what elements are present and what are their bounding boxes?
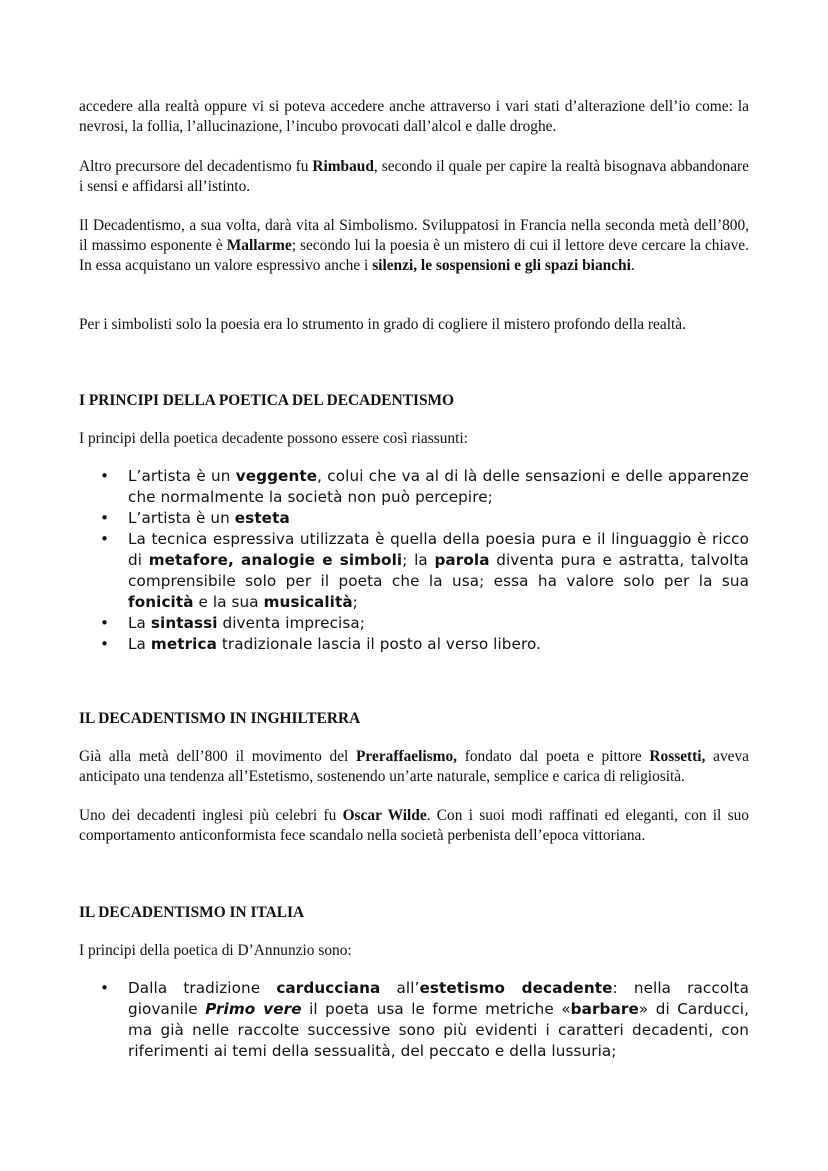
list-item: [100, 634, 749, 655]
heading-inghilterra: IL DECADENTISMO IN INGHILTERRA: [79, 710, 361, 727]
bold-silenzi: silenzi, le sospensioni e gli spazi bianchi: [372, 257, 631, 274]
bold-mallarme: Mallarme: [226, 237, 292, 254]
bullet-icon: •: [100, 614, 110, 632]
text: » di Carducci, ma già nelle raccolte successive sono più evidenti i caratteri decadenti, con riferimenti ai temi della sessualità, del peccato e della lussuria;: [128, 1000, 750, 1060]
bold-text: carducciana: [276, 979, 381, 997]
text: Già alla metà dell’800 il movimento del: [79, 748, 357, 765]
text: tradizionale lascia il posto al verso libero.: [216, 635, 542, 653]
bullet-icon: •: [100, 635, 110, 653]
text: Altro precursore del decadentismo fu: [79, 158, 313, 175]
bullet-icon: •: [100, 530, 110, 548]
text: accedere alla realtà oppure vi si poteva accedere anche attraverso i vari stati d’alterazione dell’io come: la nevrosi, la follia, l’allucinazione, l’incubo provocati dall’alcol e dalle droghe.: [79, 98, 749, 135]
paragraph-simbolisti: [79, 315, 749, 335]
bold-text: metrica: [150, 635, 217, 653]
heading-italia: IL DECADENTISMO IN ITALIA: [79, 904, 305, 921]
bold-rimbaud: Rimbaud: [312, 158, 374, 175]
paragraph-simbolismo: [79, 216, 749, 276]
text: . Con i suoi modi raffinati ed eleganti, con il suo comportamento anticonformista fece scandalo nella società perbenista dell’epoca vittoriana.: [79, 807, 749, 844]
text: aveva anticipato una tendenza all’Estetismo, sostenendo un’arte naturale, semplice e carica di religiosità.: [79, 748, 749, 785]
text: diventa pura e astratta, talvolta comprensibile solo per il poeta che la usa; essa ha valore solo per la sua: [128, 551, 749, 590]
text: Uno dei decadenti inglesi più celebri fu: [79, 807, 343, 824]
bold-preraffaelismo: Preraffaelismo,: [356, 748, 458, 765]
bold-oscar-wilde: Oscar Wilde: [342, 807, 427, 824]
text: e la sua: [193, 593, 264, 611]
text: La tecnica espressiva utilizzata è quella della poesia pura e il linguaggio è ricco di: [128, 530, 749, 569]
text: , secondo il quale per capire la realtà bisognava abbandonare i sensi e affidarsi all’istinto.: [79, 158, 749, 195]
bullet-icon: •: [100, 979, 110, 997]
text: il poeta usa le forme metriche «: [301, 1000, 571, 1018]
text: , colui che va al di là delle sensazioni e delle apparenze che normalmente la società non può percepire;: [128, 467, 749, 506]
paragraph-rimbaud: [79, 157, 749, 197]
bold-text: fonicità: [128, 593, 194, 611]
paragraph-principi-intro: [79, 429, 749, 449]
text: : nella raccolta giovanile: [128, 979, 750, 1018]
bold-text: parola: [434, 551, 490, 569]
list-item: [100, 466, 749, 508]
text: I principi della poetica di D’Annunzio sono:: [79, 942, 352, 959]
text: Dalla tradizione: [128, 979, 277, 997]
text: all’: [380, 979, 420, 997]
text: Per i simbolisti solo la poesia era lo strumento in grado di cogliere il mistero profondo della realtà.: [79, 316, 686, 333]
list-item: [100, 978, 749, 1062]
bold-text: sintassi: [150, 614, 218, 632]
paragraph-dannunzio-intro: [79, 941, 749, 961]
bold-text: veggente: [235, 467, 318, 485]
bullet-icon: •: [100, 509, 110, 527]
paragraph-oscar-wilde: [79, 806, 749, 846]
bold-text: metafore, analogie e simboli: [148, 551, 403, 569]
text: .: [630, 257, 635, 274]
bold-text: esteta: [234, 509, 290, 527]
list-principi-dannunzio: [100, 978, 749, 1062]
paragraph-altered-states: [79, 97, 749, 137]
bold-text: barbare: [570, 1000, 639, 1018]
text: I principi della poetica decadente possono essere così riassunti:: [79, 430, 468, 447]
list-item: [100, 613, 749, 634]
text: La: [128, 635, 151, 653]
bold-italic-text: Primo vere: [205, 1000, 302, 1018]
list-item: [100, 508, 749, 529]
text: ; la: [402, 551, 435, 569]
bullet-icon: •: [100, 467, 110, 485]
text: diventa imprecisa;: [217, 614, 366, 632]
heading-principi-poetica: I PRINCIPI DELLA POETICA DEL DECADENTISMO: [79, 392, 455, 409]
text: L’artista è un: [128, 509, 235, 527]
text: ;: [352, 593, 358, 611]
text: L’artista è un: [128, 467, 236, 485]
bold-text: estetismo decadente: [419, 979, 613, 997]
text: La: [128, 614, 151, 632]
text: ; secondo lui la poesia è un mistero di cui il lettore deve cercare la chiave. In essa acquistano un valore espressivo anche i: [79, 237, 749, 274]
list-principi-decadentismo: [100, 466, 749, 655]
text: fondato dal poeta e pittore: [457, 748, 650, 765]
list-item: [100, 529, 749, 613]
bold-text: musicalità: [263, 593, 353, 611]
paragraph-preraffaelismo: [79, 747, 749, 787]
bold-rossetti: Rossetti,: [649, 748, 706, 765]
text: Il Decadentismo, a sua volta, darà vita al Simbolismo. Sviluppatosi in Francia nella seconda metà dell’800, il massimo esponente è: [79, 217, 749, 254]
